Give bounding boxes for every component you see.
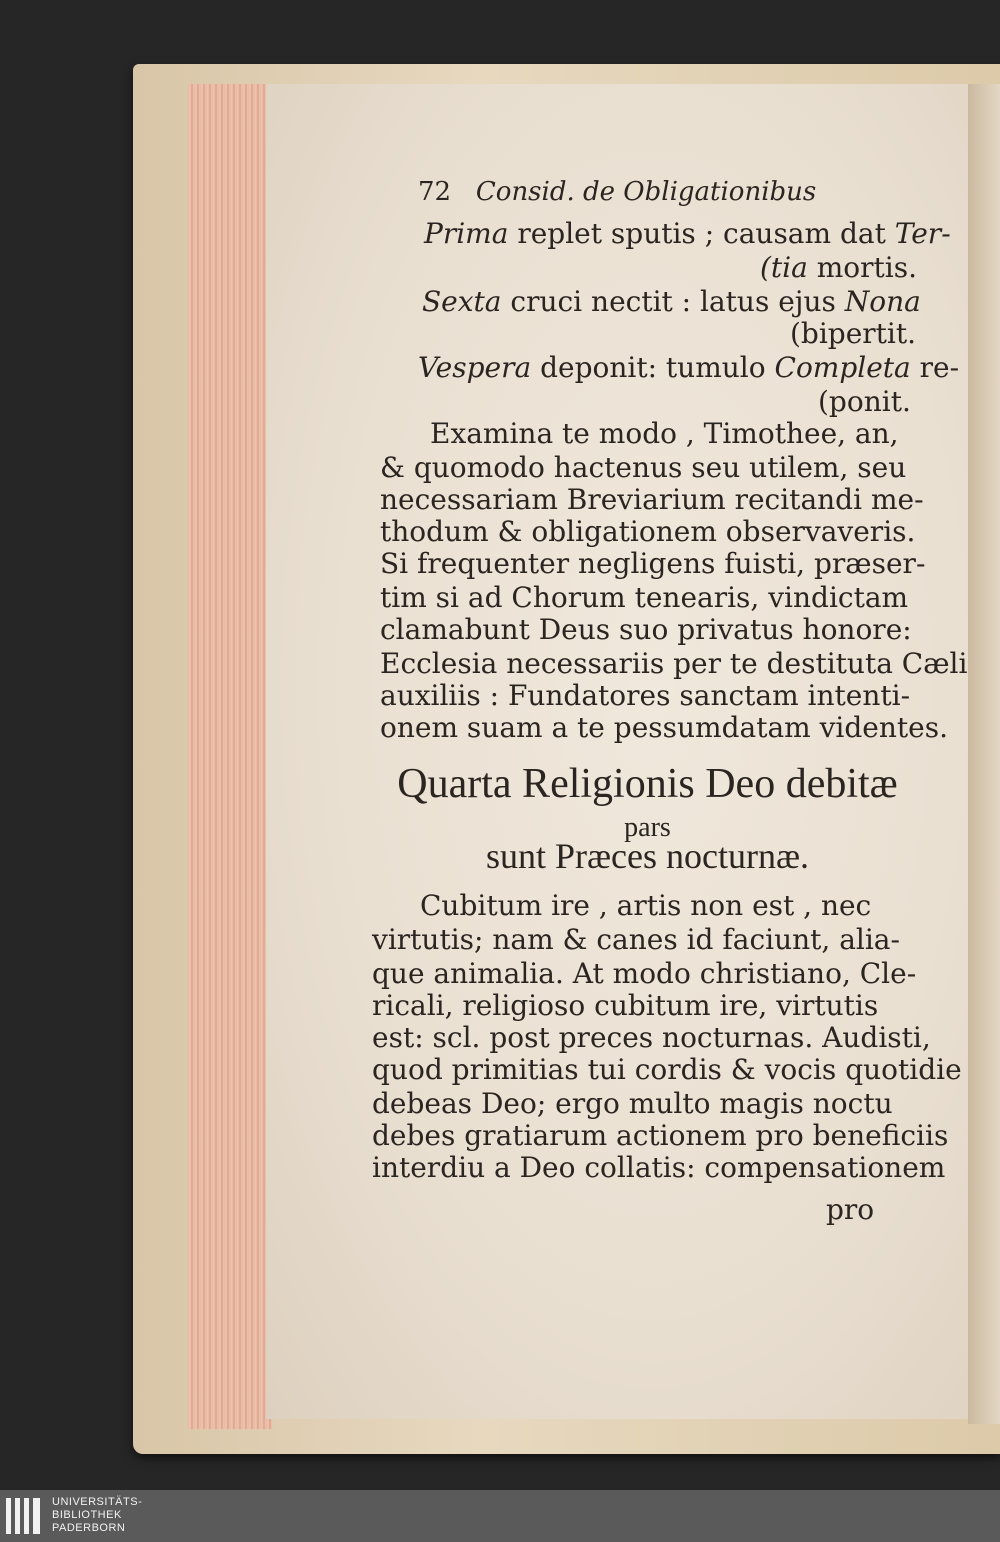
paragraph1-line: & quomodo hactenus seu utilem, seu bbox=[380, 451, 907, 484]
page-number: 72 bbox=[418, 177, 452, 207]
library-logo-icon bbox=[6, 1498, 46, 1534]
verse-line-5: Vespera deponit: tumulo Completa re- bbox=[418, 351, 960, 384]
paragraph2-line: que animalia. At modo christiano, Cle- bbox=[372, 957, 917, 990]
paragraph2-line: interdiu a Deo collatis: compensationem bbox=[372, 1151, 946, 1184]
paragraph1-line: auxiliis : Fundatores sanctam intenti- bbox=[380, 679, 911, 712]
facing-page-edge bbox=[968, 84, 1000, 1424]
paragraph2-line: Cubitum ire , artis non est , nec bbox=[420, 889, 872, 922]
library-name: UNIVERSITÄTS- BIBLIOTHEK PADERBORN bbox=[52, 1496, 143, 1534]
verse-line-3: Sexta cruci nectit : latus ejus Nona bbox=[422, 285, 921, 318]
section-heading-line-3: sunt Præces nocturnæ. bbox=[486, 836, 809, 876]
paragraph2-line: ricali, religioso cubitum ire, virtutis bbox=[372, 989, 879, 1022]
footer-bar bbox=[0, 1490, 1000, 1542]
paragraph1-line: clamabunt Deus suo privatus honore: bbox=[380, 613, 912, 646]
paragraph2-line: est: scl. post preces nocturnas. Audisti, bbox=[372, 1021, 931, 1054]
paragraph1-line: necessariam Breviarium recitandi me- bbox=[380, 483, 924, 516]
page-edges bbox=[188, 84, 272, 1429]
paragraph2-line: quod primitias tui cordis & vocis quotidie bbox=[372, 1053, 962, 1086]
paragraph2-line: virtutis; nam & canes id faciunt, alia- bbox=[372, 923, 900, 956]
paragraph1-line: Ecclesia necessariis per te destituta Cæli bbox=[380, 647, 968, 680]
paragraph2-line: debes gratiarum actionem pro beneficiis bbox=[372, 1119, 949, 1152]
verse-line-1: Prima replet sputis ; causam dat Ter- bbox=[424, 217, 951, 250]
paragraph1-line: thodum & obligationem observaveris. bbox=[380, 515, 916, 548]
verse-line-6: (ponit. bbox=[818, 385, 911, 418]
paragraph1-line: Si frequenter negligens fuisti, præser- bbox=[380, 547, 926, 580]
verse-line-4: (bipertit. bbox=[790, 317, 917, 350]
catchword: pro bbox=[826, 1193, 875, 1226]
paragraph1-line: onem suam a te pessumdatam videntes. bbox=[380, 711, 948, 744]
running-title: Consid. de Obligationibus bbox=[475, 177, 817, 207]
paragraph1-line: Examina te modo , Timothee, an, bbox=[430, 417, 899, 450]
verse-line-2: (tia mortis. bbox=[760, 251, 917, 284]
section-heading-line-1: Quarta Religionis Deo debitæ bbox=[397, 761, 898, 807]
running-head bbox=[418, 176, 816, 208]
paragraph1-line: tim si ad Chorum tenearis, vindictam bbox=[380, 581, 909, 614]
section-heading-line-2: pars bbox=[624, 812, 671, 843]
paragraph2-line: debeas Deo; ergo multo magis noctu bbox=[372, 1087, 893, 1120]
